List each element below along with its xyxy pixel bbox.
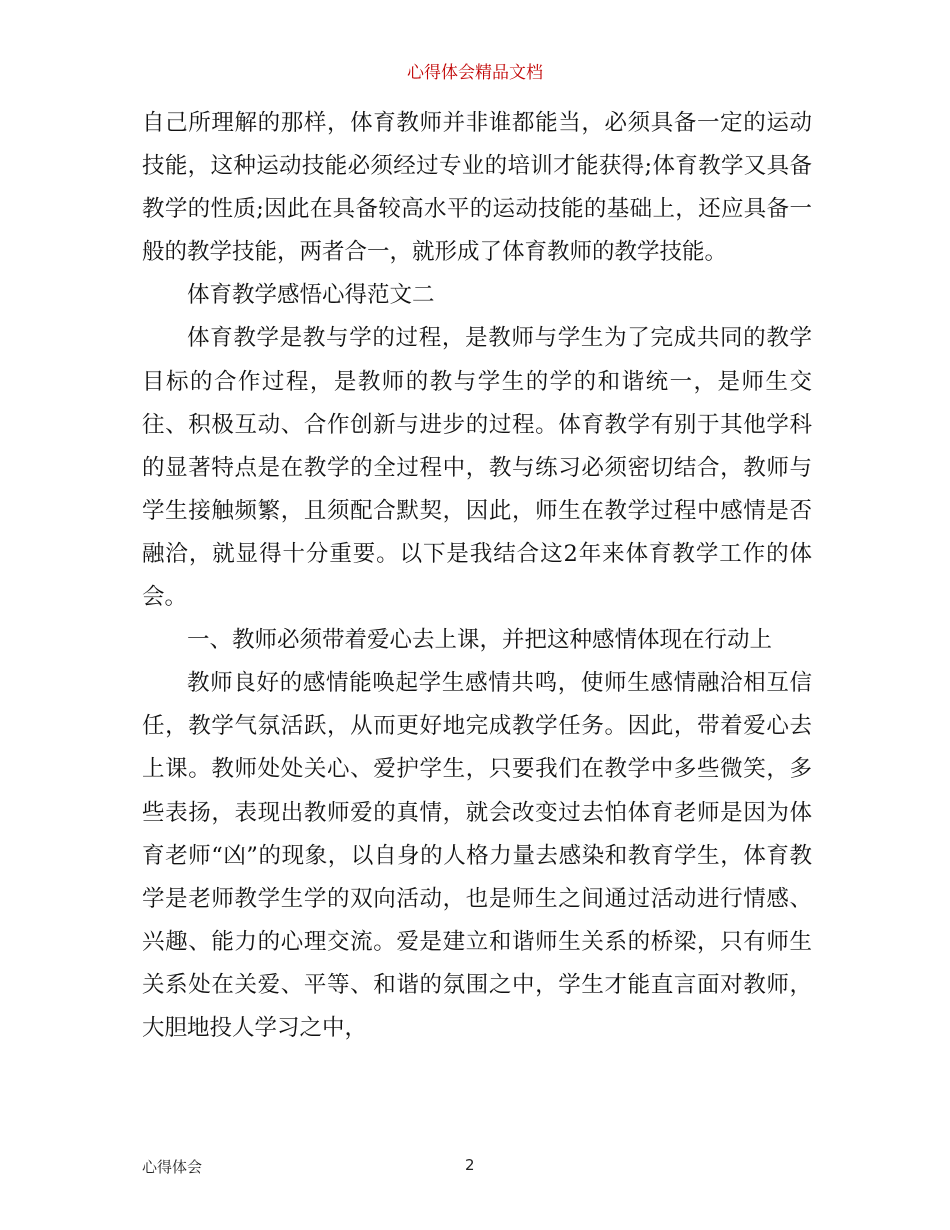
footer-label: 心得体会 [142,1158,203,1176]
section-heading: 体育教学感悟心得范文二 [187,282,435,309]
paragraph: 自己所理解的那样，体育教师并非谁都能当，必须具备一定的运动技能，这种运动技能必须经过专业的培训才能获得;体育教学又具备教学的性质;因此在具备较高水平的运动技能的基础上，还应具备一般的教学技能，两者合一，就形成了体育教师的教学技能。 [142,110,812,266]
section-heading: 一、教师必须带着爱心去上课，并把这种感情体现在行动上 [187,627,773,654]
page-number: 2 [465,1156,475,1174]
document-body [142,102,812,1050]
document-header: 心得体会精品文档 [407,63,543,83]
paragraph: 教师良好的感情能唤起学生感情共鸣，使师生感情融洽相互信任，教学气氛活跃，从而更好地完成教学任务。因此，带着爱心去上课。教师处处关心、爱护学生，只要我们在教学中多些微笑，多些表扬，表现出教师爱的真情，就会改变过去怕体育老师是因为体育老师“凶”的现象，以自身的人格力量去感染和教育学生，体育教学是老师教学生学的双向活动，也是师生之间通过活动进行情感、兴趣、能力的心理交流。爱是建立和谐师生关系的桥梁，只有师生关系处在关爱、平等、和谐的氛围之中，学生才能直言面对教师，大胆地投人学习之中， [142,670,812,1041]
paragraph: 体育教学是教与学的过程，是教师与学生为了完成共同的教学目标的合作过程，是教师的教与学生的学的和谐统一，是师生交往、积极互动、合作创新与进步的过程。体育教学有别于其他学科的显著特点是在教学的全过程中，教与练习必须密切结合，教师与学生接触频繁，且须配合默契，因此，师生在教学过程中感情是否融洽，就显得十分重要。以下是我结合这2年来体育教学工作的体会。 [142,325,812,611]
